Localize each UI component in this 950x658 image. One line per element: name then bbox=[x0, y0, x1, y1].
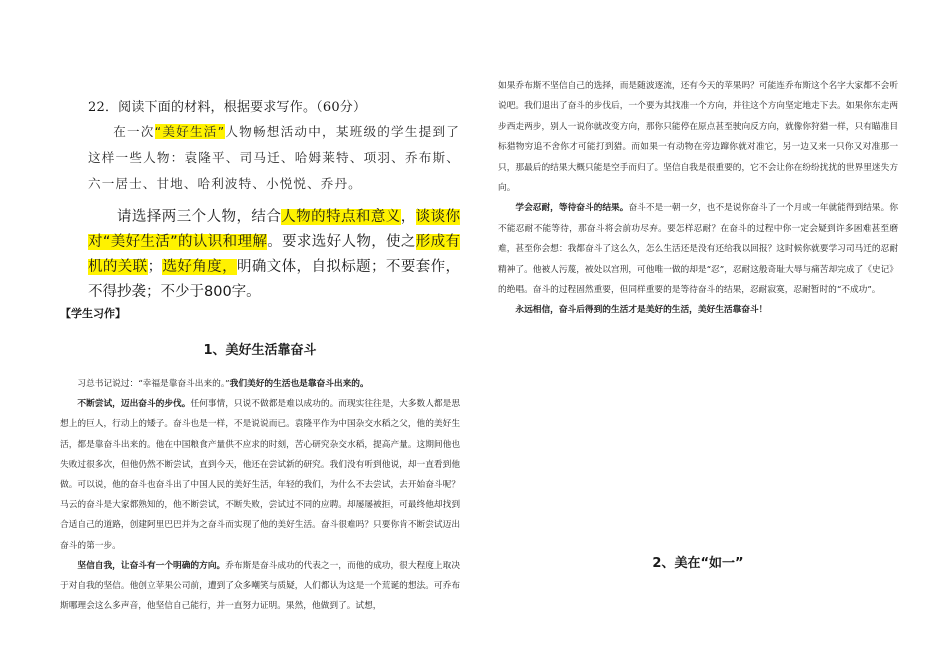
essay-1-paragraph-3-continued: 如果乔布斯不坚信自己的选择，而是随波逐流，还有今天的苹果吗？可能连乔布斯这个名字大家都不会听说吧。我们退出了奋斗的步伐后，一个要为其找准一个方向，并往这个方向坚定地走下去。如果你东走两步西走两步，别人一说你就改变方向，那你只能停在原点甚至驶向反方向，就像你狩猎一样，只有瞄准目标猎物穷追不舍你才可能打到猎。而如果一有动物在旁边蹿你就对准它，另一边又来一只你又对准那一只，那最后的结果大概只能是空手而归了。坚信自我是很重要的，它不会让你在纷纷扰扰的世界里迷失方向。 bbox=[498, 81, 898, 194]
instr-highlight-3: 形成有机的关联 bbox=[88, 234, 460, 275]
instr-text-5: 明确文体，自拟标题；不要套作，不得抄袭；不少于800字。 bbox=[88, 259, 461, 300]
essay-1-paragraph-2 bbox=[60, 394, 460, 556]
question-material bbox=[88, 119, 460, 197]
p4-lead: 学会忍耐，等待奋斗的结果。 bbox=[515, 203, 629, 214]
essay-2-title: 2、美在“如一” bbox=[652, 556, 744, 571]
p3-text: 乔布斯是奋斗成功的代表之一，而他的成功，很大程度上取决于对自我的坚信。他创立苹果公司前，遭到了众多嘲笑与质疑，人们都认为这是一个荒诞的想法。可乔布斯哪理会这么多声音，他坚信自己能行，并一直努力证明。果然，他做到了。试想， bbox=[60, 560, 461, 612]
essay-1-paragraph-5 bbox=[498, 300, 898, 320]
instr-highlight-4: 选好角度， bbox=[162, 259, 237, 275]
p3-lead: 坚信自我，让奋斗有一个明确的方向。 bbox=[77, 560, 226, 571]
p2-lead: 不断尝试，迈出奋斗的步伐。 bbox=[77, 399, 191, 410]
p1-text: 习总书记说过：“幸福是靠奋斗出来的。” bbox=[77, 379, 230, 389]
question-instructions bbox=[88, 205, 460, 305]
right-column bbox=[498, 76, 898, 321]
material-text-1: 在一次 bbox=[113, 124, 155, 139]
instr-highlight-1: 人物的特点和意义 bbox=[281, 209, 401, 225]
essay-1-paragraph-1 bbox=[60, 374, 460, 394]
p4-text: 奋斗不是一朝一夕，也不是说你奋斗了一个月或一年就能得到结果。你不能忍耐不能等待，那奋斗将会前功尽弃。要怎样忍耐？在奋斗的过程中你一定会疑到许多困难甚至磨难，甚至你会想：我都奋斗了这么久，怎么生活还是没有还给我以回报？这时候你就要学习司马迁的忍耐精神了。他被人污蔑，被处以宫刑，可他唯一做的却是“忍”，忍耐这般奇耻大辱与痛苦却完成了《史记》的绝唱。奋斗的过程固然重要，但同样重要的是等待奋斗的结果，忍耐寂寞，忍耐暂时的“不成功”。 bbox=[498, 203, 899, 296]
material-highlight: “美好生活” bbox=[154, 124, 226, 139]
left-column bbox=[60, 96, 460, 616]
essay-1-title: 1、美好生活靠奋斗 bbox=[203, 343, 317, 358]
instr-highlight-2: 谈谈你对“美好生活”的认识和理解 bbox=[88, 209, 461, 250]
essay-1-paragraph-4 bbox=[498, 198, 898, 300]
p2-text: 任何事情，只说不做都是难以成功的。而现实往往是，大多数人都是思想上的巨人，行动上的矮子。奋斗也是一样，不是说说而已。袁隆平作为中国杂交水稻之父，他的美好生活，都是靠奋斗出来的。他在中国粮食产量供不应求的时刻，苦心研究杂交水稻，提高产量。这期间他也失败过很多次，但他仍然不断尝试，直到今天，他还在尝试新的研究。我们没有听到他说，却一直看到他做。可以说，他的奋斗也奋斗出了中国人民的美好生活，年轻的我们，为什么不去尝试，去开始奋斗呢？马云的奋斗是大家都熟知的，他不断尝试，不断失败，尝试过不同的应聘。却屡屡被拒，可最终他却找到合适自己的道路，创建阿里巴巴并为之奋斗而实现了他的美好生活。奋斗很难吗？只要你肯不断尝试迈出奋斗的第一步。 bbox=[60, 399, 461, 551]
instr-text-2: ， bbox=[400, 209, 416, 225]
material-text-2: 人物畅想活动中，某班级的学生提到了这样一些人物：袁隆平、司马迁、哈姆莱特、项羽、乔布斯、六一居士、甘地、哈利波特、小悦悦、乔丹。 bbox=[88, 124, 460, 191]
instr-text-3: 。要求选好人物，使之 bbox=[267, 234, 416, 250]
p1-bold: 我们美好的生活也是靠奋斗出来的。 bbox=[229, 379, 369, 389]
student-essays-label: 【学生习作】 bbox=[60, 307, 126, 320]
p5-bold: 永远相信，奋斗后得到的生活才是美好的生活，美好生活靠奋斗！ bbox=[515, 305, 768, 316]
instr-text-4: ； bbox=[147, 259, 163, 275]
essay-1-paragraph-3 bbox=[60, 556, 460, 617]
instr-text-1: 请选择两三个人物，结合 bbox=[117, 209, 282, 225]
question-header: 22．阅读下面的材料，根据要求写作。（60分） bbox=[88, 100, 367, 115]
